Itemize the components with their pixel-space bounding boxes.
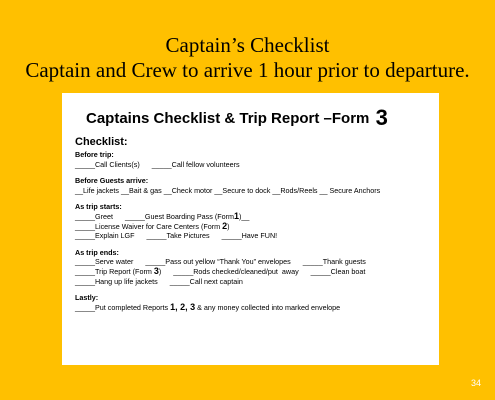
section-as-trip-ends-heading: As trip ends:	[75, 247, 119, 257]
section-before-trip-heading: Before trip:	[75, 150, 114, 159]
as-trip-ends-line-3: _____Hang up life jackets _____Call next captain	[75, 276, 243, 286]
slide-title: Captain’s Checklist	[165, 33, 330, 57]
document-title-form-number: 3	[375, 105, 388, 130]
as-trip-starts-line-1-text: _____Greet _____Guest Boarding Pass (Form	[75, 211, 235, 221]
as-trip-starts-line-3: _____Explain LGF _____Take Pictures _____Have FUN!	[75, 231, 278, 241]
slide-subtitle: Captain and Crew to arrive 1 hour prior to departure.	[25, 58, 470, 82]
lastly-line-1-tail: & any money collected into marked envelope	[195, 302, 341, 312]
as-trip-starts-line-1-tail: )__	[239, 211, 250, 221]
section-as-trip-starts-heading: As trip starts:	[75, 202, 122, 212]
lastly-line-1-text: _____Put completed Reports	[75, 302, 171, 312]
section-lastly-heading: Lastly:	[75, 293, 99, 303]
as-trip-starts-line-2-text: _____License Waiver for Care Centers (Form	[75, 221, 223, 231]
as-trip-ends-line-2-text: _____Trip Report (Form	[75, 266, 154, 276]
checklist-body	[75, 136, 435, 312]
as-trip-ends-line-1: _____Serve water _____Pass out yellow “Thank You” envelopes _____Thank guests	[75, 257, 366, 267]
document-title-text: Captains Checklist & Trip Report –Form	[86, 110, 370, 127]
before-trip-line-1: _____Call Clients(s) _____Call fellow volunteers	[75, 159, 240, 169]
document-title	[86, 105, 436, 131]
as-trip-starts-line-1	[75, 212, 435, 222]
as-trip-starts-line-2-tail: )	[227, 221, 230, 231]
page-number: 34	[470, 378, 481, 388]
as-trip-starts-line-2	[75, 222, 435, 232]
form-number-3: 3	[153, 265, 159, 276]
checklist-heading: Checklist:	[75, 136, 128, 148]
section-before-guests-heading: Before Guests arrive:	[75, 176, 149, 186]
as-trip-ends-line-2	[75, 267, 435, 277]
form-number-2: 2	[222, 220, 228, 231]
as-trip-ends-line-2-tail: ) _____Rods checked/cleaned/put away _____Clean boat	[158, 266, 366, 276]
lastly-line-1	[75, 303, 435, 313]
report-numbers: 1, 2, 3	[170, 301, 196, 312]
checklist-document	[62, 93, 439, 365]
form-number-1: 1	[234, 210, 240, 221]
before-guests-line-1: __Life jackets __Bait & gas __Check motor __Secure to dock __Rods/Reels __ Secure Anchors	[75, 185, 381, 195]
